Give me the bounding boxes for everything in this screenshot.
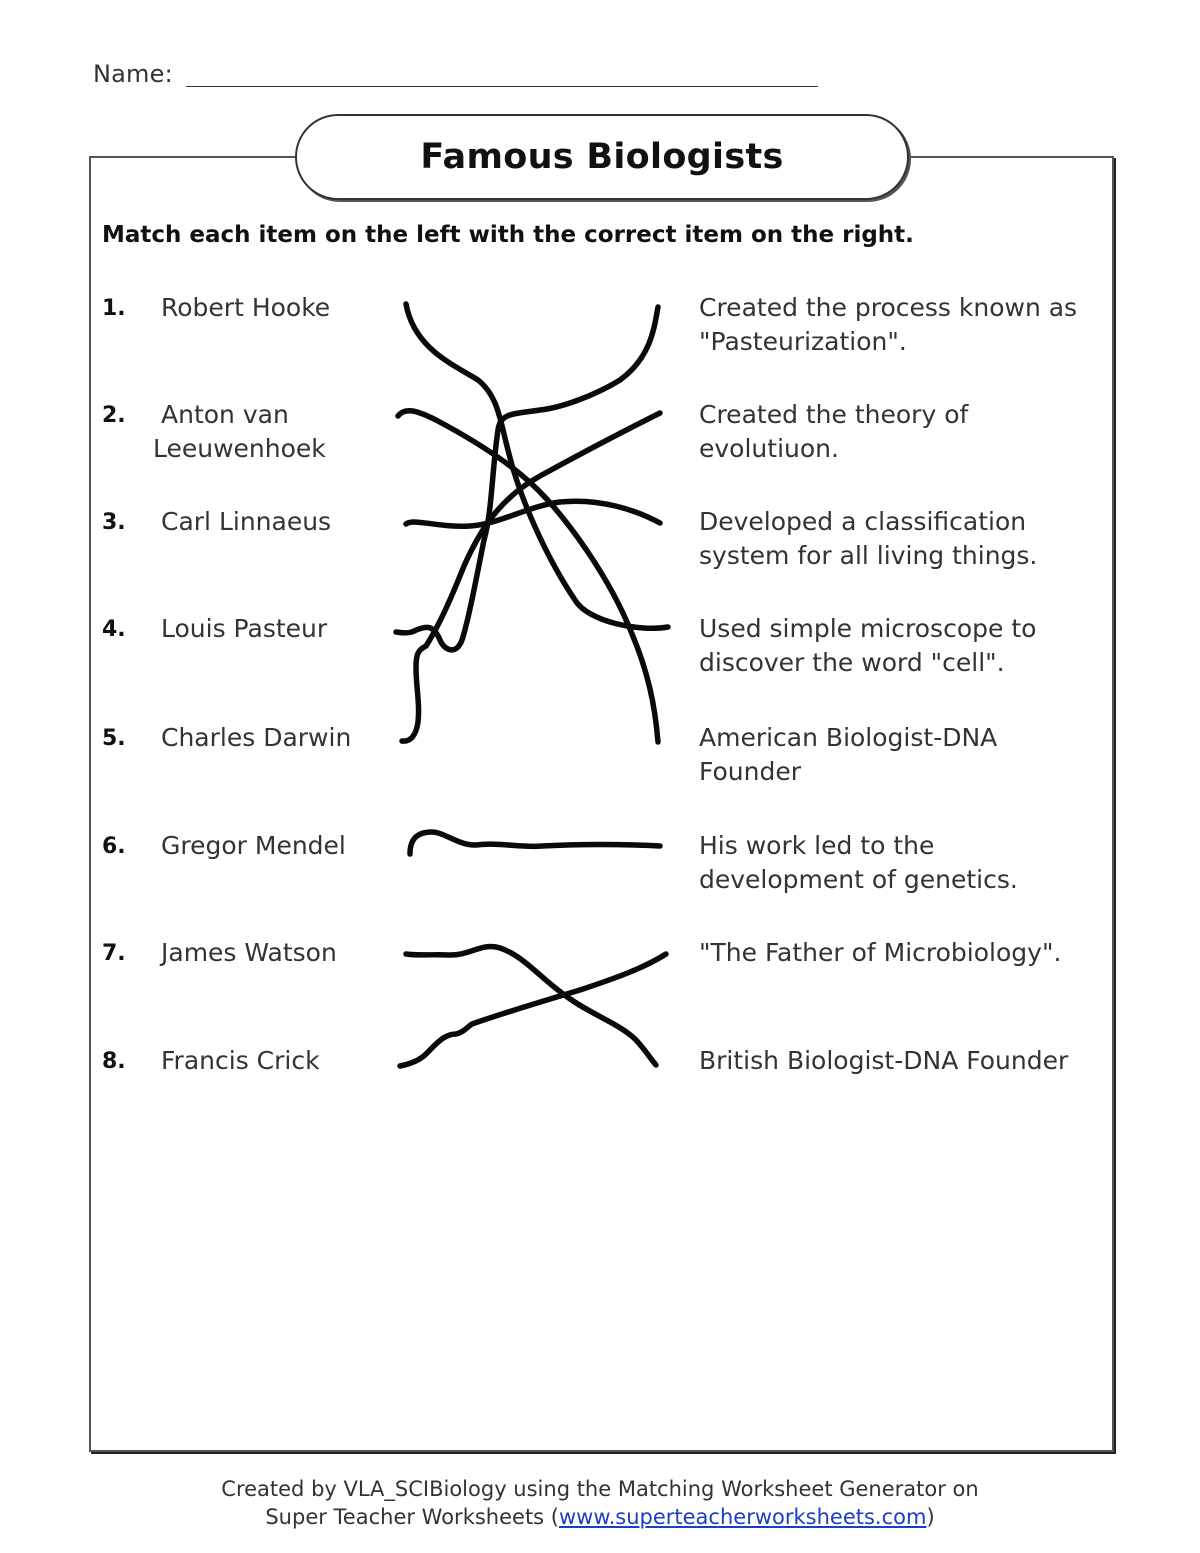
footer-link[interactable]: www.superteacherworksheets.com [559, 1505, 927, 1529]
item-number-1: 1. [102, 296, 126, 321]
item-number-2: 2. [102, 403, 126, 428]
instructions: Match each item on the left with the correct item on the right. [102, 222, 914, 248]
footer-credit: Created by VLA_SCIBiology using the Matching Worksheet Generator on [221, 1477, 979, 1501]
name-label: Name: [93, 60, 173, 88]
match-line-2 [398, 411, 658, 742]
item-number-7: 7. [102, 941, 126, 966]
item-number-6: 6. [102, 834, 126, 859]
match-line-6 [410, 832, 660, 854]
definition-1: Created the process known as "Pasteurization". [699, 293, 1078, 356]
definition-3: Developed a classification system for all living things. [699, 507, 1038, 570]
item-number-5: 5. [102, 726, 126, 751]
term-5: Charles Darwin [161, 723, 352, 752]
term-8: Francis Crick [161, 1046, 320, 1075]
term-1: Robert Hooke [161, 293, 331, 322]
page-title: Famous Biologists [420, 137, 784, 177]
definition-6: His work led to the development of genetics. [699, 831, 1018, 894]
item-number-4: 4. [102, 617, 126, 642]
definition-4: Used simple microscope to discover the word "cell". [699, 614, 1037, 677]
match-line-1 [406, 304, 668, 628]
match-line-5 [402, 413, 660, 741]
footer-source [0, 1503, 1200, 1532]
definition-5: American Biologist-DNA Founder [699, 723, 998, 786]
definition-8: British Biologist-DNA Founder [699, 1046, 1069, 1075]
footer-prefix: Super Teacher Worksheets ( [265, 1505, 559, 1529]
item-number-3: 3. [102, 510, 126, 535]
term-3: Carl Linnaeus [161, 507, 332, 536]
footer-suffix: ) [926, 1505, 935, 1529]
term-4: Louis Pasteur [161, 614, 328, 643]
term-7: James Watson [161, 938, 337, 967]
definition-2: Created the theory of evolutiuon. [699, 400, 969, 463]
item-number-8: 8. [102, 1049, 126, 1074]
definition-7: "The Father of Microbiology". [699, 938, 1062, 967]
term-2: Anton van Leeuwenhoek [153, 400, 326, 463]
term-6: Gregor Mendel [161, 831, 346, 860]
